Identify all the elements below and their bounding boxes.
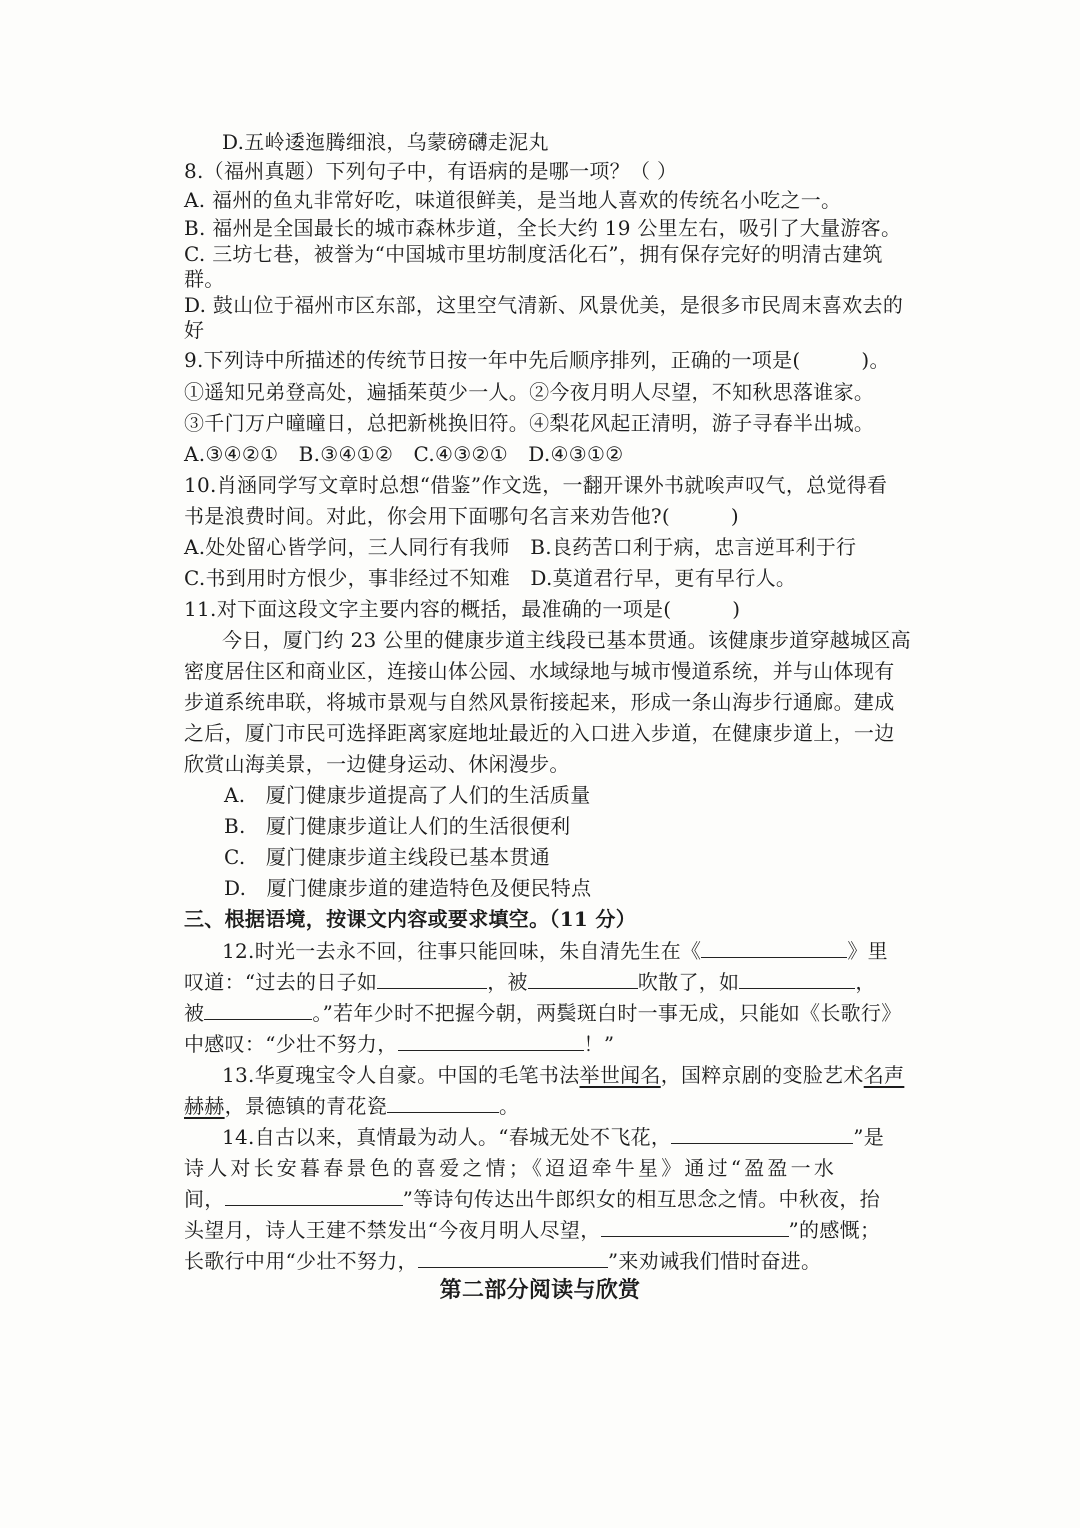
q12-line4 <box>184 1030 614 1058</box>
q12-blank-1[interactable] <box>701 939 847 958</box>
q12-blank-2[interactable] <box>377 970 487 989</box>
q13-blank-1[interactable] <box>387 1094 499 1113</box>
q11-option-c: C. 厦门健康步道主线段已基本贯通 <box>224 845 551 869</box>
q14-line2: 诗人对长安暮春景色的喜爱之情；《迢迢牵牛星》通过“盈盈一水 <box>184 1156 838 1180</box>
q12-text-5: 吹散了，如 <box>637 970 740 994</box>
q12-blank-5[interactable] <box>204 1001 312 1020</box>
q12-text-7: 被 <box>184 1001 205 1025</box>
q14-blank-2[interactable] <box>225 1187 403 1206</box>
q13-text-2: ，国粹京剧的变脸艺术 <box>660 1063 864 1087</box>
q14-blank-4[interactable] <box>418 1249 608 1268</box>
q9-poem-line1: ①遥知兄弟登高处，遍插茱萸少一人。②今夜月明人尽望，不知秋思落谁家。 <box>184 380 875 404</box>
q11-stem: 11.对下面这段文字主要内容的概括，最准确的一项是( ) <box>184 597 741 621</box>
q13-text-3: ，景德镇的青花瓷 <box>224 1094 388 1118</box>
q14-blank-1[interactable] <box>671 1125 853 1144</box>
q12-line3 <box>184 999 902 1027</box>
q14-line1 <box>222 1123 884 1151</box>
q12-blank-3[interactable] <box>528 970 638 989</box>
q10-options-cd: C.书到用时方恨少，事非经过不知难 D.莫道君行早，更有早行人。 <box>184 566 797 590</box>
q14-line3 <box>184 1185 880 1213</box>
q7-option-d: D.五岭逶迤腾细浪，乌蒙磅礴走泥丸 <box>222 130 549 154</box>
q13-line2 <box>184 1092 519 1120</box>
q12-text-1: 12.时光一去永不回，往事只能回味，朱自清先生在《 <box>222 939 702 963</box>
q14-text-5: ”等诗句传达出牛郎织女的相互思念之情。中秋夜，抬 <box>402 1187 881 1211</box>
q8-option-d-line1: D. 鼓山位于福州市区东部，这里空气清新、风景优美，是很多市民周末喜欢去的 <box>184 293 904 317</box>
q10-options-ab: A.处处留心皆学问，三人同行有我师 B.良药苦口利于病，忠言逆耳利于行 <box>184 535 857 559</box>
q8-option-b: B. 福州是全国最长的城市森林步道，全长大约 19 公里左右，吸引了大量游客。 <box>184 216 902 240</box>
q8-stem: 8.（福州真题）下列句子中，有语病的是哪一项？（ ） <box>184 159 678 183</box>
q14-line5 <box>184 1247 821 1275</box>
q12-text-10: ！” <box>583 1032 615 1056</box>
q9-poem-line2: ③千门万户曈曈日，总把新桃换旧符。④梨花风起正清明，游子寻春半出城。 <box>184 411 875 435</box>
q10-stem-line1: 10.肖涵同学写文章时总想“借鉴”作文选，一翻开课外书就唉声叹气，总觉得看 <box>184 473 888 497</box>
q13-underlined-3: 赫赫 <box>184 1094 225 1118</box>
q12-text-2: 》里 <box>847 939 888 963</box>
q9-stem: 9.下列诗中所描述的传统节日按一年中先后顺序排列，正确的一项是( )。 <box>184 348 890 372</box>
q8-option-a: A. 福州的鱼丸非常好吃，味道很鲜美，是当地人喜欢的传统名小吃之一。 <box>184 188 842 212</box>
q11-option-d: D. 厦门健康步道的建造特色及便民特点 <box>224 876 592 900</box>
section3-heading: 三、根据语境，按课文内容或要求填空。（11 分） <box>184 907 636 931</box>
q12-blank-6[interactable] <box>398 1032 584 1051</box>
q12-text-6: ， <box>855 970 876 994</box>
q8-option-d-line2: 好 <box>184 318 205 342</box>
q11-option-b: B. 厦门健康步道让人们的生活很便利 <box>224 814 571 838</box>
q11-passage-line3: 步道系统串联，将城市景观与自然风景衔接起来，形成一条山海步行通廊。建成 <box>184 690 895 714</box>
q14-text-9: ”来劝诫我们惜时奋进。 <box>607 1249 822 1273</box>
q12-line2 <box>184 968 876 996</box>
q13-line1 <box>222 1061 904 1089</box>
q12-text-4: ，被 <box>487 970 528 994</box>
part2-heading: 第二部分阅读与欣赏 <box>439 1277 641 1303</box>
q11-passage-line5: 欣赏山海美景，一边健身运动、休闲漫步。 <box>184 752 570 776</box>
q12-line1 <box>222 937 888 965</box>
q14-line4 <box>184 1216 880 1244</box>
q14-text-2: ”是 <box>853 1125 885 1149</box>
q9-options: A.③④②① B.③④①② C.④③②① D.④③①② <box>184 442 624 466</box>
q12-text-9: 中感叹：“少壮不努力， <box>184 1032 398 1056</box>
q12-blank-4[interactable] <box>739 970 855 989</box>
q11-passage-line4: 之后，厦门市民可选择距离家庭地址最近的入口进入步道，在健康步道上，一边 <box>184 721 895 745</box>
q13-text-1: 13.华夏瑰宝令人自豪。中国的毛笔书法 <box>222 1063 580 1087</box>
q13-text-4: 。 <box>499 1094 520 1118</box>
q14-blank-3[interactable] <box>601 1218 789 1237</box>
q14-text-6: 头望月，诗人王建不禁发出“今夜月明人尽望， <box>184 1218 601 1242</box>
q12-text-8: 。”若年少时不把握今朝，两鬓斑白时一事无成，只能如《长歌行》 <box>312 1001 902 1025</box>
q8-option-c-line2: 群。 <box>184 267 225 291</box>
q14-text-7: ”的感慨； <box>788 1218 881 1242</box>
q14-text-8: 长歌行中用“少壮不努力， <box>184 1249 418 1273</box>
q14-text-4: 间， <box>184 1187 225 1211</box>
q8-option-c-line1: C. 三坊七巷，被誉为“中国城市里坊制度活化石”，拥有保存完好的明清古建筑 <box>184 242 883 266</box>
q10-stem-line2: 书是浪费时间。对此，你会用下面哪句名言来劝告他?( ) <box>184 504 740 528</box>
q14-text-1: 14.自古以来，真情最为动人。“春城无处不飞花， <box>222 1125 672 1149</box>
q12-text-3: 叹道：“过去的日子如 <box>184 970 378 994</box>
q11-option-a: A. 厦门健康步道提高了人们的生活质量 <box>224 783 591 807</box>
q11-passage-line2: 密度居住区和商业区，连接山体公园、水域绿地与城市慢道系统，并与山体现有 <box>184 659 895 683</box>
q13-underlined-2: 名声 <box>863 1063 905 1087</box>
q13-underlined-1: 举世闻名 <box>579 1063 661 1087</box>
q11-passage-line1: 今日，厦门约 23 公里的健康步道主线段已基本贯通。该健康步道穿越城区高 <box>222 628 911 652</box>
